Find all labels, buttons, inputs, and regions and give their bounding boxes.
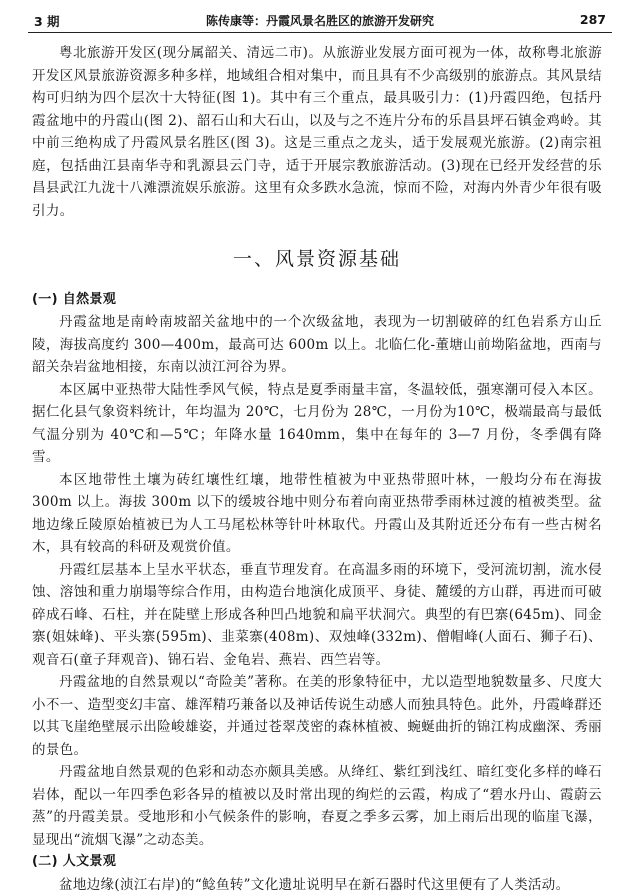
paragraph-natural-5: 丹霞盆地的自然景观以“奇险美”著称。在美的形象特征中，尤以造型地貌数量多、尺度大小不一、造型变幻丰富、雄浑精巧兼备以及神话传说生动感人而独具特色。此外，丹霞峰群还以其飞崖绝壁展示出险峻雄姿，并通过苍翠茂密的森林植被、蜿蜒曲折的锦江构成幽深、秀丽的景色。	[32, 671, 602, 761]
paragraph-natural-4: 丹霞红层基本上呈水平状态，垂直节理发育。在高温多雨的环境下，受河流切割，流水侵蚀、溶蚀和重力崩塌等综合作用，由构造台地演化成顶平、身徒、麓缓的方山群，再进而可破碎成石峰、石柱，并在陡壁上形成各种凹凸地貌和扁平状洞穴。典型的有巴寨(645m)、同金寨(姐妹峰)、平头寨(595m)、韭菜寨(408m)、双烛峰(332m)、僧帽峰(人面石、狮子石)、观音石(童子拜观音)、锦石岩、金龟岩、燕岩、西竺岩等。	[32, 559, 602, 672]
article-body	[32, 42, 602, 896]
page-number: 287	[580, 12, 606, 27]
issue-number: 3 期	[34, 12, 60, 30]
paragraph-natural-2: 本区属中亚热带大陆性季风气候，特点是夏季雨量丰富，冬温较低，强寒潮可侵入本区。据仁化县气象资料统计，年均温为 20℃，七月份为 28℃，一月份为10℃，极端最高与最低气温分别为 40℃和—5℃；年降水量 1640mm，集中在每年的 3—7 月份，冬季偶有降雪。	[32, 379, 602, 469]
subsection-heading-natural: (一) 自然景观	[32, 289, 602, 312]
paragraph-cultural-1: 盆地边缘(浈江右岸)的“鲶鱼转”文化遗址说明早在新石器时代这里便有了人类活动。	[32, 874, 602, 896]
section-title: 一、风景资源基础	[32, 248, 602, 271]
running-title: 陈传康等：丹霞风景名胜区的旅游开发研究	[28, 12, 612, 29]
paragraph-natural-1: 丹霞盆地是南岭南坡韶关盆地中的一个次级盆地，表现为一切割破碎的红色岩系方山丘陵，海拔高度约 300—400m，最高可达 600m 以上。北临仁化-董塘山前坳陷盆地，西南与韶关杂岩盆地相接，东南以浈江河谷为界。	[32, 311, 602, 379]
running-header	[28, 8, 612, 33]
intro-paragraph: 粤北旅游开发区(现分属韶关、清远二市)。从旅游业发展方面可视为一体，故称粤北旅游开发区风景旅游资源多种多样，地域组合相对集中，而且具有不少高级别的旅游点。其风景结构可归纳为四个层次十大特征(图 1)。其中有三个重点，最具吸引力：(1)丹霞四绝，包括丹霞盆地中的丹霞山(图 2)、韶石山和大石山，以及与之不连片分布的乐昌县坪石镇金鸡岭。其中前三绝构成了丹霞风景名胜区(图 3)。这是三重点之龙头，适于发展观光旅游。(2)南宗祖庭，包括曲江县南华寺和乳源县云门寺，适于开展宗教旅游活动。(3)现在已经开发经营的乐昌县武江九泷十八滩漂流娱乐旅游。这里有众多跌水急流，惊而不险，对海内外青少年很有吸引力。	[32, 42, 602, 222]
subsection-heading-cultural: (二) 人文景观	[32, 851, 602, 874]
paragraph-natural-3: 本区地带性土壤为砖红壤性红壤，地带性植被为中亚热带照叶林，一般均分布在海拔 300m 以上。海拔 300m 以下的缓坡谷地中则分布着向南亚热带季雨林过渡的植被类型。盆地边缘丘陵原始植被已为人工马尾松林等针叶林取代。丹霞山及其附近还分布有一些古树名木，具有较高的科研及观赏价值。	[32, 469, 602, 559]
paragraph-natural-6: 丹霞盆地自然景观的色彩和动态亦颇具美感。从绛红、紫红到浅红、暗红变化多样的峰石岩体，配以一年四季色彩各异的植被以及时常出现的绚烂的云霞，构成了“碧水丹山、霞蔚云蒸”的丹霞美景。受地形和小气候条件的影响，春夏之季多云雾，加上雨后出现的临崖飞瀑，显现出“流烟飞瀑”之动态美。	[32, 761, 602, 851]
